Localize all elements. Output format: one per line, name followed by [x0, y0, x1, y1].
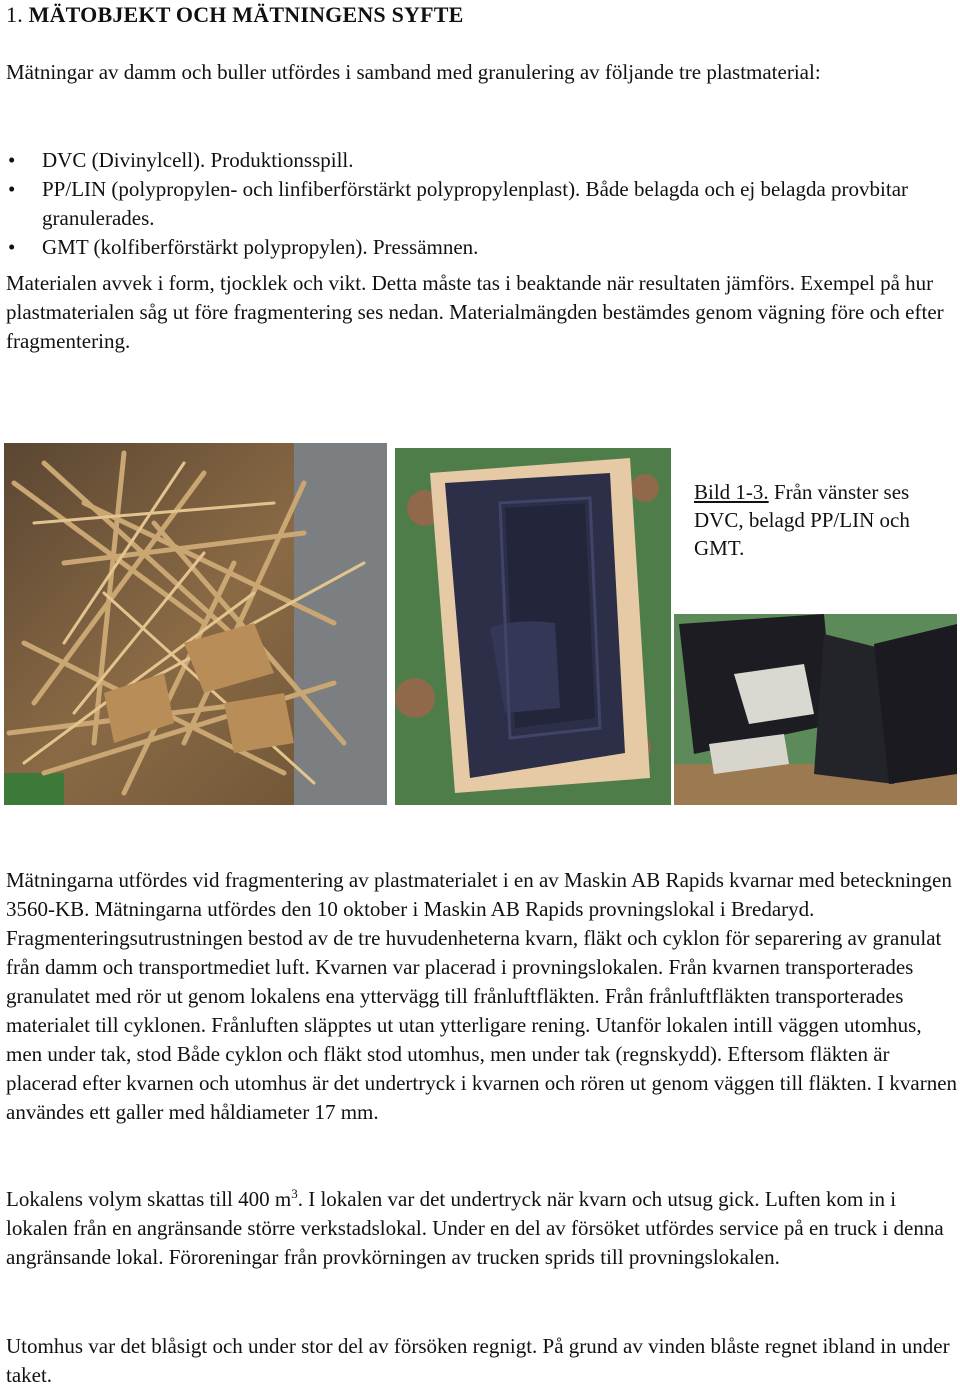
list-item-text: PP/LIN (polypropylen- och linfiberförstärkt polypropylenplast). Både belagda och ej belagda provbitar granulerades.: [42, 177, 909, 230]
section-number: 1.: [6, 2, 23, 27]
section-title: MÄTOBJEKT OCH MÄTNINGENS SYFTE: [28, 2, 464, 27]
list-item: [6, 146, 956, 175]
volume-superscript: 3: [291, 1186, 298, 1201]
figure-caption: [694, 478, 934, 562]
dvc-photo: [4, 443, 387, 805]
bullet-icon: •: [8, 177, 16, 201]
pplin-photo: [395, 448, 671, 805]
measurements-paragraph: Mätningarna utfördes vid fragmentering av plastmaterialet i en av Maskin AB Rapids kvarnar med beteckningen 3560-KB. Mätningarna utfördes den 10 oktober i Maskin AB Rapids provningslokal i Bredaryd. Fragmenteringsutrustningen bestod av de tre huvudenheterna kvarn, fläkt och cyklon för separering av granulat från damm och transportmediet luft. Kvarnen var placerad i provningslokalen. Från kvarnen transporterades granulatet med rör ut genom lokalens ena yttervägg till frånluftfläkten. Från frånluftfläkten transporterades materialet till cyklonen. Frånluften släpptes ut utan ytterligare rening. Utanför lokalen intill väggen utomhus, men under tak, stod Både cyklon och fläkt stod utomhus, men under tak (regnskydd). Eftersom fläkten är placerad efter kvarnen och utomhus är det undertryck i kvarnen och rören ut genom väggen till fläkten. I kvarnen användes ett galler med håldiameter 17 mm.: [6, 868, 958, 1124]
list-item-text: GMT (kolfiberförstärkt polypropylen). Pressämnen.: [42, 235, 479, 259]
figure-reference: Bild 1-3.: [694, 480, 769, 504]
gmt-photo: [674, 614, 957, 805]
material-list: [6, 146, 956, 262]
bullet-icon: •: [8, 148, 16, 172]
section-heading: [6, 2, 463, 28]
materials-paragraph: Materialen avvek i form, tjocklek och vikt. Detta måste tas i beaktande när resultaten jämförs. Exempel på hur plastmaterialen såg ut före fragmentering ses nedan. Materialmängden bestämdes genom vägning före och efter fragmentering.: [6, 271, 944, 353]
list-item: [6, 233, 956, 262]
weather-paragraph: Utomhus var det blåsigt och under stor del av försöken regnigt. På grund av vinden blåste regnet ibland in under taket.: [6, 1334, 950, 1387]
volume-text-start: Lokalens volym skattas till 400 m: [6, 1187, 292, 1211]
volume-text-end: . I lokalen var det undertryck när kvarn och utsug gick. Luften kom in i lokalen från en angränsande större verkstadslokal. Under en del av försöket utfördes service på en truck i denna angränsande lokal. Föroreningar från provkörningen av trucken sprids till provningslokalen.: [6, 1187, 944, 1269]
bullet-icon: •: [8, 235, 16, 259]
list-item: [6, 175, 956, 233]
intro-paragraph: Mätningar av damm och buller utfördes i samband med granulering av följande tre plastmaterial:: [6, 60, 821, 84]
figure-caption-text: Från vänster ses DVC, belagd PP/LIN och GMT.: [694, 480, 910, 560]
list-item-text: DVC (Divinylcell). Produktionsspill.: [42, 148, 354, 172]
volume-paragraph: [6, 1185, 958, 1272]
